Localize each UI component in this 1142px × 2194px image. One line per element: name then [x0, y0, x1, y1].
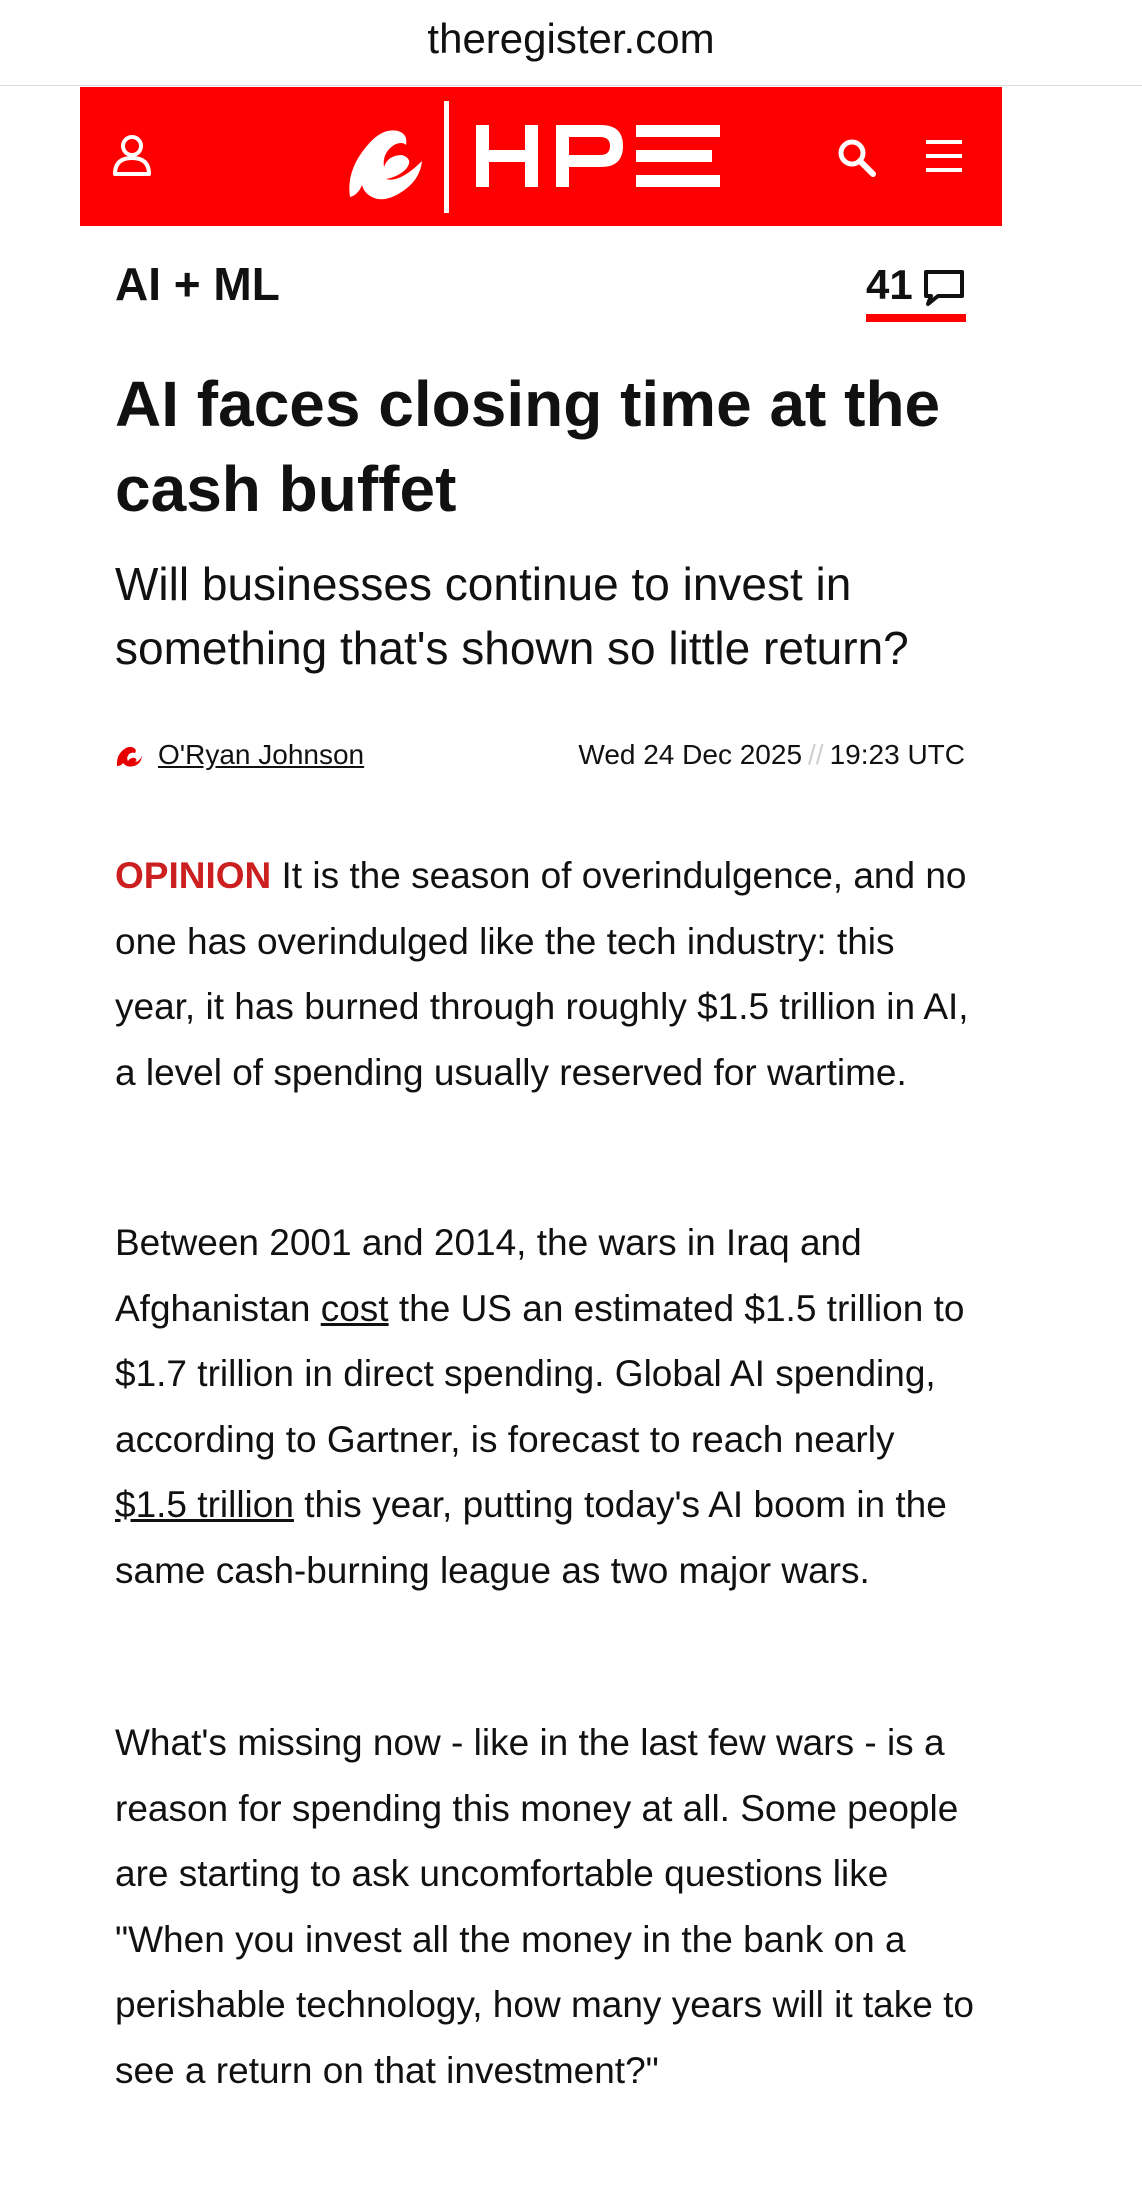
comment-count: 41: [866, 261, 913, 308]
opinion-kicker: OPINION: [115, 855, 272, 896]
user-icon[interactable]: [112, 134, 152, 176]
body-paragraph-1: [115, 843, 975, 1105]
standfirst: Will businesses continue to invest in something that's shown so little return?: [115, 558, 909, 674]
paragraph-text: this year, putting today's AI boom in the same cash-burning league as two major wars.: [115, 1484, 947, 1591]
comments-underline: [866, 314, 966, 322]
hamburger-menu-icon[interactable]: [924, 136, 964, 176]
headline: AI faces closing time at the cash buffet: [115, 368, 941, 525]
register-vulture-logo[interactable]: [336, 101, 756, 213]
address-bar[interactable]: [0, 0, 1142, 86]
author-link[interactable]: O'Ryan Johnson: [158, 739, 365, 770]
paragraph-text: It is the season of overindulgence, and no one has overindulged like the tech industry: this year, it has burned through roughly $1.5 trillion in AI, a level of spending usually reserved for wartime.: [115, 855, 969, 1093]
body-paragraph-3: What's missing now - like in the last few wars - is a reason for spending this money at all. Some people are starting to ask uncomfortable questions like "When you invest all the money in the bank on a perishable technology, how many years will it take to see a return on that investment?": [115, 1722, 974, 2091]
date-separator: //: [808, 739, 824, 770]
comment-bubble-icon: [923, 269, 965, 307]
comments-link[interactable]: [866, 259, 966, 323]
url-text: theregister.com: [427, 15, 715, 62]
dateline: [578, 738, 965, 772]
byline: [115, 738, 965, 778]
search-icon[interactable]: [836, 137, 876, 177]
gartner-link[interactable]: $1.5 trillion: [115, 1484, 294, 1525]
section-link[interactable]: AI + ML: [115, 258, 280, 310]
publish-date: Wed 24 Dec 2025: [578, 739, 803, 770]
cost-link[interactable]: cost: [320, 1287, 389, 1329]
body-paragraph-2: [115, 1210, 975, 1603]
paragraph-text: the US an estimated $1.5 trillion to $1.7 trillion in direct spending. Global AI spending, according to Gartner, is forecast to reach nearly: [115, 1287, 965, 1460]
publish-time: 19:23 UTC: [829, 739, 965, 770]
paragraph-text: Between 2001 and 2014, the wars in Iraq and Afghanistan: [115, 1222, 862, 1329]
masthead: [80, 87, 1002, 226]
author-vulture-icon: [115, 742, 143, 768]
